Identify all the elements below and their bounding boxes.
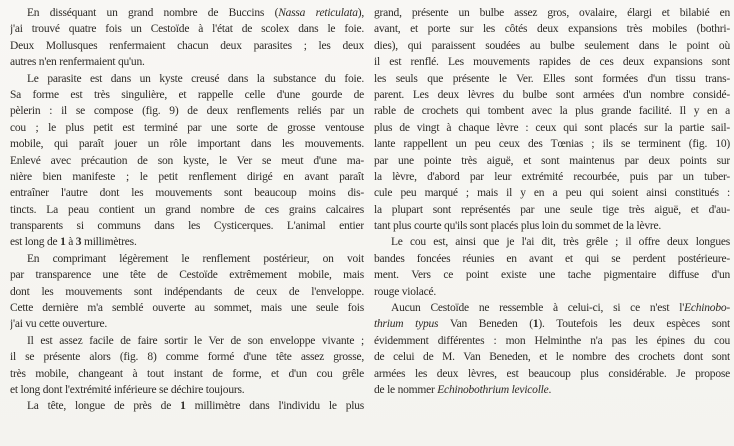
bold-text-run: 1 <box>60 236 66 249</box>
text-line <box>10 251 364 267</box>
text-line <box>374 38 730 54</box>
text-line <box>10 349 364 365</box>
text-run: pèlerin : il se compose (fig. 9) de deux renflements reliés par un <box>10 105 364 118</box>
text-run: très mobile, changeant à tout instant de forme, et d'un cou grêle <box>10 367 364 380</box>
text-line <box>374 251 730 267</box>
text-line <box>10 300 364 316</box>
text-line <box>10 87 364 103</box>
text-line <box>10 316 364 332</box>
text-line <box>374 284 730 300</box>
text-run: transparents si communs dans les Cysticerques. L'animal entier <box>10 220 364 233</box>
text-run: dies), qui paraissent soudées au bulbe seulement dans le point où <box>374 39 730 52</box>
text-line <box>10 202 364 218</box>
text-run: Van Beneden ( <box>438 318 533 331</box>
italic-text-run: Nassa reticulata <box>278 7 358 19</box>
text-line <box>374 185 730 201</box>
text-run: bandes foncées réunies en avant et qui se perdent postérieure- <box>374 252 730 265</box>
text-run: cule peu marqué ; mais il y en a peu qui soient ainsi constitués : <box>374 187 730 200</box>
text-run: En disséquant un grand nombre de Buccins ( <box>27 7 279 19</box>
text-line <box>10 218 364 234</box>
text-line <box>374 87 730 103</box>
text-run: Sa forme est très singulière, et rappelle celle d'une gourde de <box>10 88 364 101</box>
italic-text-run: Echinobothrium levicolle <box>437 383 549 396</box>
text-run: dont les mouvements sont indépendants de ceux de l'enveloppe. <box>10 285 364 298</box>
text-run: de le nommer <box>374 383 438 396</box>
text-line <box>374 300 730 316</box>
bold-text-run: 3 <box>75 236 82 249</box>
text-line <box>374 333 730 349</box>
text-run: mobile, qui paraît jouer un rôle important dans les mouvements. <box>10 138 364 151</box>
text-run: autres n'en renfermaient qu'un. <box>10 56 145 69</box>
text-line <box>374 202 730 218</box>
text-line <box>10 267 364 283</box>
text-run: millimètre dans l'individu le plus <box>185 400 364 413</box>
right-column <box>374 5 730 398</box>
text-line <box>10 54 364 70</box>
text-run: La tête, longue de près de <box>27 400 181 413</box>
text-line <box>374 234 730 250</box>
text-line <box>10 333 364 349</box>
text-line <box>10 366 364 382</box>
text-run: armées les deux lèvres, est beaucoup plus considérable. Je propose <box>374 367 730 380</box>
text-run: Aucun Cestoïde ne ressemble à celui-ci, si ce n'est l' <box>391 302 685 315</box>
text-line <box>374 54 730 70</box>
text-line <box>10 71 364 87</box>
text-run: de celui de M. Van Beneden, et le nombre des crochets dont sont <box>374 351 730 364</box>
text-run: avant, et porte sur les côtés deux expansions très mobiles (bothri- <box>374 23 730 36</box>
text-run: lante rappellent un peu ceux des Tœnias ; ils se terminent (fig. 10) <box>374 138 730 151</box>
text-line <box>10 5 364 21</box>
text-line <box>374 316 730 332</box>
text-run: plus de vingt à chaque lèvre : ceux qui sont placés sur la partie sail- <box>374 121 730 134</box>
bold-text-run: 1 <box>180 400 186 413</box>
text-line <box>10 169 364 185</box>
text-run: ). Toutefois les deux espèces sont <box>538 318 730 331</box>
text-line <box>10 185 364 201</box>
text-run: il est renflé. Les mouvements rapides de ces deux expansions sont <box>374 56 730 69</box>
text-line <box>10 398 364 414</box>
text-run: par transparence une tête de Cestoïde extrêmement mobile, mais <box>10 269 364 282</box>
text-run: est long de <box>10 236 61 249</box>
text-run: Cette dernière m'a semblé ouverte au sommet, mais une seule fois <box>10 302 364 315</box>
text-line <box>374 136 730 152</box>
text-run: grand, présente un bulbe assez gros, ovalaire, élargi et bilabié en <box>374 7 730 19</box>
text-run: cou ; le plus petit est terminé par une sorte de grosse ventouse <box>10 121 364 134</box>
text-run: la plupart sont représentés par une seule tige très aiguë, et d'au- <box>374 203 730 216</box>
text-line <box>10 153 364 169</box>
text-run: millimètres. <box>81 236 137 249</box>
text-run: tincts. La peau contient un grand nombre de ces grains calcaires <box>10 203 364 216</box>
text-run: parent. Les deux lèvres du bulbe sont armées d'un nombre considé- <box>374 88 730 101</box>
text-run: j'ai trouvé quatre fois un Cestoïde à l'état de scolex dans le foie. <box>10 23 364 36</box>
text-line <box>10 284 364 300</box>
text-run: Il est assez facile de faire sortir le Ver de son enveloppe vivante ; <box>27 334 364 347</box>
text-line <box>374 5 730 21</box>
text-run: nière bien manifeste ; le petit renflement dirigé en avant paraît <box>10 170 364 183</box>
text-line <box>374 267 730 283</box>
text-run: les seuls que présente le Ver. Elles sont formées d'un tissu trans- <box>374 72 730 85</box>
text-run: Le parasite est dans un kyste creusé dans la substance du foie. <box>27 72 364 85</box>
italic-text-run: Echinobo- <box>684 302 730 315</box>
text-run: entraîner l'autre dont les mouvements sont beaucoup moins dis- <box>10 187 364 200</box>
text-run: la lèvre, d'abord par leur extrémité recourbée, puis par un tuber- <box>374 170 730 183</box>
text-run: j'ai vu cette ouverture. <box>10 318 108 331</box>
text-line <box>374 169 730 185</box>
text-line <box>374 349 730 365</box>
text-line <box>10 103 364 119</box>
text-line <box>10 382 364 398</box>
italic-text-run: thrium typus <box>374 318 439 331</box>
text-run: il se présente alors (fig. 8) comme formé d'une tête assez grosse, <box>10 351 364 364</box>
left-column <box>10 5 364 415</box>
text-run: Le cou est, ainsi que je l'ai dit, très grêle ; il offre deux longues <box>391 236 730 249</box>
text-run: En comprimant légèrement le renflement postérieur, on voit <box>27 252 364 265</box>
text-line <box>10 38 364 54</box>
text-line <box>374 71 730 87</box>
text-run: à <box>65 236 76 249</box>
text-line <box>374 103 730 119</box>
text-run: rable de crochets qui tombent avec la plus grande facilité. Il y en a <box>374 105 730 118</box>
text-run: tant plus courte qu'ils sont placés plus loin du sommet de la lèvre. <box>374 220 662 233</box>
text-run: Deux Mollusques renfermaient chacun deux parasites ; les deux <box>10 39 364 52</box>
text-line <box>374 21 730 37</box>
text-line <box>10 120 364 136</box>
bold-text-run: 1 <box>532 318 539 331</box>
text-line <box>10 21 364 37</box>
text-line <box>10 234 364 250</box>
text-line <box>374 382 730 398</box>
text-line <box>374 153 730 169</box>
text-run: et long dont l'extrémité inférieure se déchire toujours. <box>10 383 245 396</box>
text-run: ment. Vers ce point existe une tache pigmentaire diffuse d'un <box>374 269 730 282</box>
text-run: . <box>548 383 552 396</box>
text-line <box>374 218 730 234</box>
text-run: ), <box>357 7 364 19</box>
text-run: Enlevé avec précaution de son kyste, le Ver se meut d'une ma- <box>10 154 364 167</box>
text-run: rouge violacé. <box>374 285 437 298</box>
text-line <box>374 120 730 136</box>
text-run: par une pointe très aiguë, et sont maintenus par deux points sur <box>374 154 730 167</box>
text-run: évidemment différentes : mon Helminthe n'a pas les épines du cou <box>374 334 730 347</box>
text-line <box>374 366 730 382</box>
text-line <box>10 136 364 152</box>
